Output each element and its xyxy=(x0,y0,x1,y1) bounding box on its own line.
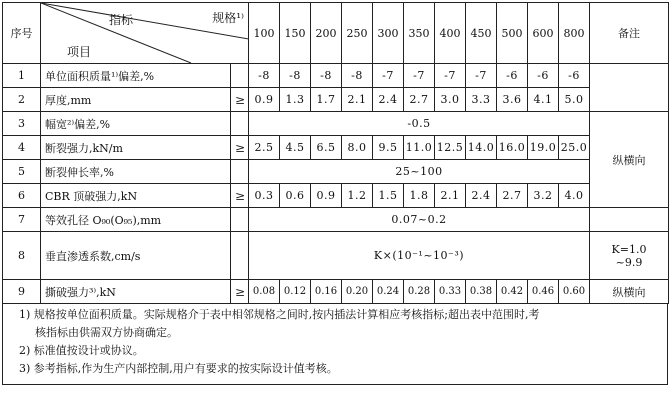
cell-value: 2.5 xyxy=(249,136,280,160)
cell-value: 1.7 xyxy=(311,88,342,112)
cell-value: -8 xyxy=(311,64,342,88)
cell-value: 0.6 xyxy=(280,184,311,208)
cell-value: 2.4 xyxy=(466,184,497,208)
cell-value: 2.7 xyxy=(497,184,528,208)
row-no: 1 xyxy=(3,64,41,88)
remark-k-line2: ~9.9 xyxy=(615,255,643,269)
cell-value: 1.5 xyxy=(373,184,404,208)
cell-value: -8 xyxy=(342,64,373,88)
cell-value: 3.3 xyxy=(466,88,497,112)
header-row xyxy=(3,3,669,64)
cell-value: 0.24 xyxy=(373,280,404,304)
cell-value: 19.0 xyxy=(528,136,559,160)
remark-k-line1: K=1.0 xyxy=(611,242,647,256)
spec-col: 800 xyxy=(559,3,590,64)
row-ge xyxy=(231,112,249,136)
spec-col: 450 xyxy=(466,3,497,64)
cell-value: 0.9 xyxy=(249,88,280,112)
header-seq: 序号 xyxy=(3,3,41,64)
spec-col: 500 xyxy=(497,3,528,64)
row-name: 断裂伸长率,% xyxy=(41,160,231,184)
remark-empty xyxy=(590,208,669,232)
row-no: 9 xyxy=(3,280,41,304)
row-ge xyxy=(231,232,249,280)
cell-value: 8.0 xyxy=(342,136,373,160)
footnote-2: 2) 标准值按设计或协议。 xyxy=(19,344,144,357)
span-value: -0.5 xyxy=(249,112,590,136)
row-name: CBR 顶破强力,kN xyxy=(41,184,231,208)
cell-value: 2.1 xyxy=(342,88,373,112)
row-ge: ≥ xyxy=(231,184,249,208)
cell-value: 4.0 xyxy=(559,184,590,208)
table-row xyxy=(3,184,669,208)
header-index-label: 指标 xyxy=(109,13,134,27)
cell-value: 12.5 xyxy=(435,136,466,160)
span-value: K×(10⁻¹~10⁻³) xyxy=(249,232,590,280)
cell-value: -8 xyxy=(280,64,311,88)
cell-value: 4.1 xyxy=(528,88,559,112)
row-no: 6 xyxy=(3,184,41,208)
cell-value: 6.5 xyxy=(311,136,342,160)
spec-table-wrapper xyxy=(2,2,668,385)
table-row xyxy=(3,136,669,160)
cell-value: -7 xyxy=(466,64,497,88)
table-row xyxy=(3,232,669,280)
header-spec-label: 规格¹⁾ xyxy=(212,11,244,25)
spec-col: 250 xyxy=(342,3,373,64)
table-row xyxy=(3,160,669,184)
row-ge xyxy=(231,160,249,184)
cell-value: -6 xyxy=(528,64,559,88)
cell-value: 0.16 xyxy=(311,280,342,304)
remark-cell-k xyxy=(590,232,669,280)
spec-col: 400 xyxy=(435,3,466,64)
cell-value: 3.6 xyxy=(497,88,528,112)
span-value: 25~100 xyxy=(249,160,590,184)
cell-value: 25.0 xyxy=(559,136,590,160)
cell-value: 0.9 xyxy=(311,184,342,208)
cell-value: -7 xyxy=(435,64,466,88)
table-row xyxy=(3,112,669,136)
cell-value: 2.1 xyxy=(435,184,466,208)
table-row xyxy=(3,88,669,112)
cell-value: 5.0 xyxy=(559,88,590,112)
header-diagonal-cell xyxy=(41,3,249,64)
row-ge xyxy=(231,208,249,232)
cell-value: 2.7 xyxy=(404,88,435,112)
span-value: 0.07~0.2 xyxy=(249,208,590,232)
row-no: 2 xyxy=(3,88,41,112)
spec-table xyxy=(2,2,669,304)
table-row xyxy=(3,280,669,304)
row-name: 幅宽²⁾偏差,% xyxy=(41,112,231,136)
row-ge: ≥ xyxy=(231,136,249,160)
cell-value: -7 xyxy=(373,64,404,88)
cell-value: 0.12 xyxy=(280,280,311,304)
row-name: 等效孔径 O₉₀(O₉₅),mm xyxy=(41,208,231,232)
spec-col: 350 xyxy=(404,3,435,64)
spec-col: 150 xyxy=(280,3,311,64)
cell-value: 1.3 xyxy=(280,88,311,112)
cell-value: 3.2 xyxy=(528,184,559,208)
cell-value: 0.42 xyxy=(497,280,528,304)
cell-value: -6 xyxy=(497,64,528,88)
cell-value: 11.0 xyxy=(404,136,435,160)
row-name: 垂直渗透系数,cm/s xyxy=(41,232,231,280)
remark-cell: 纵横向 xyxy=(590,112,669,208)
cell-value: 0.33 xyxy=(435,280,466,304)
row-name: 断裂强力,kN/m xyxy=(41,136,231,160)
cell-value: 1.2 xyxy=(342,184,373,208)
row-no: 5 xyxy=(3,160,41,184)
cell-value: 0.3 xyxy=(249,184,280,208)
spec-col: 200 xyxy=(311,3,342,64)
cell-value: 0.60 xyxy=(559,280,590,304)
cell-value: 2.4 xyxy=(373,88,404,112)
cell-value: 3.0 xyxy=(435,88,466,112)
row-no: 8 xyxy=(3,232,41,280)
cell-value: 1.8 xyxy=(404,184,435,208)
spec-col: 600 xyxy=(528,3,559,64)
footnote-3: 3) 参考指标,作为生产内部控制,用户有要求的按实际设计值考核。 xyxy=(19,362,338,375)
remark-empty xyxy=(590,64,669,112)
row-name: 单位面积质量¹⁾偏差,% xyxy=(41,64,231,88)
cell-value: 4.5 xyxy=(280,136,311,160)
row-name: 厚度,mm xyxy=(41,88,231,112)
cell-value: 16.0 xyxy=(497,136,528,160)
row-no: 4 xyxy=(3,136,41,160)
row-ge: ≥ xyxy=(231,280,249,304)
cell-value: 0.20 xyxy=(342,280,373,304)
spec-col: 300 xyxy=(373,3,404,64)
row-ge xyxy=(231,64,249,88)
footnote-1: 1) 规格按单位面积质量。实际规格介于表中相邻规格之间时,按内插法计算相应考核指标;超出表中范围时,考 xyxy=(19,308,540,321)
row-ge: ≥ xyxy=(231,88,249,112)
cell-value: -6 xyxy=(559,64,590,88)
footnote-1-continued: 核指标由供需双方协商确定。 xyxy=(35,326,178,339)
spec-col: 100 xyxy=(249,3,280,64)
footnotes xyxy=(2,304,668,385)
header-remark: 备注 xyxy=(590,3,669,64)
row-name: 撕破强力³⁾,kN xyxy=(41,280,231,304)
remark-cell: 纵横向 xyxy=(590,280,669,304)
cell-value: 9.5 xyxy=(373,136,404,160)
cell-value: 14.0 xyxy=(466,136,497,160)
cell-value: 0.38 xyxy=(466,280,497,304)
table-row xyxy=(3,64,669,88)
cell-value: 0.28 xyxy=(404,280,435,304)
row-no: 3 xyxy=(3,112,41,136)
header-item-label: 项目 xyxy=(67,45,92,59)
cell-value: 0.08 xyxy=(249,280,280,304)
row-no: 7 xyxy=(3,208,41,232)
cell-value: 0.46 xyxy=(528,280,559,304)
cell-value: -7 xyxy=(404,64,435,88)
table-row xyxy=(3,208,669,232)
cell-value: -8 xyxy=(249,64,280,88)
